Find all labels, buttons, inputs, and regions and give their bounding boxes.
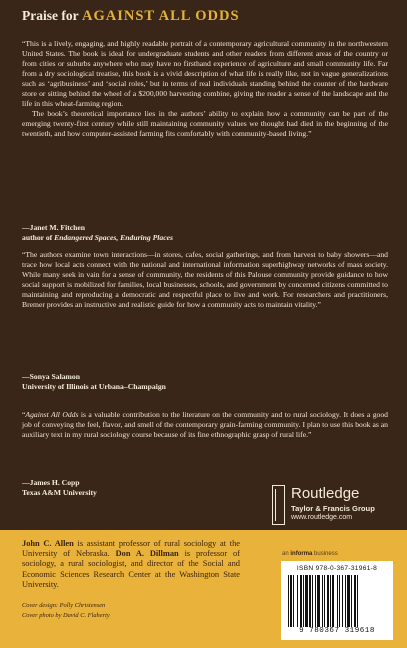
barcode-bar bbox=[300, 575, 302, 627]
informa-prefix: an bbox=[282, 551, 289, 557]
publisher-url: www.routledge.com bbox=[291, 514, 353, 521]
praise-heading bbox=[22, 8, 240, 25]
barcode-bar bbox=[312, 575, 313, 627]
barcode-bar bbox=[327, 575, 329, 627]
testimonial-2-para-1: “The authors examine town interactions—in stores, cafes, social gatherings, and from harvest to baby showers—and trace how local acts connect with the national and international information superhighway networks of mass society. While many seek in vain for a sense of community, the residents of this Palouse community provide guidance to how social support is mobilized for families, local businesses, schools, and government by concerned citizens committed to maintaining and reproducing a democratic and respectful place to live and work. For researchers and practitioners, Bremer provides an instructive and realistic guide for how a community acts to maintain vitality.” bbox=[22, 250, 388, 309]
testimonial-3-author: —James H. Copp bbox=[22, 478, 80, 487]
praise-lead: Praise for bbox=[22, 8, 79, 23]
barcode-digits: 9 780367 319618 bbox=[299, 627, 375, 635]
barcode-bar bbox=[322, 575, 323, 627]
barcode-bar bbox=[324, 575, 325, 627]
testimonial-1-affiliation bbox=[22, 233, 173, 243]
bio-text-1: is assistant professor of rural sociology at the University of Nebraska. bbox=[22, 539, 240, 559]
publisher-logo bbox=[272, 483, 398, 531]
barcode-bar bbox=[342, 575, 343, 627]
testimonial-3-body: is a valuable contribution to the literature on the community and to rural sociology. It does a good job of conveying the feel, flavor, and smell of the contemporary grain-farming community. I plan to use this book as an auxiliary text in my rural sociology course because of its fine ethnographic grasp of rural life.” bbox=[22, 410, 388, 439]
bio-author-2: Don A. Dillman bbox=[115, 549, 179, 559]
testimonial-2-affiliation: University of Illinois at Urbana–Champaign bbox=[22, 381, 166, 391]
barcode-bar bbox=[332, 575, 334, 627]
barcode-bar bbox=[293, 575, 294, 627]
testimonial-1-affiliation-title: Endangered Spaces, Enduring Places bbox=[54, 232, 174, 242]
testimonial-1-para-2: The book’s theoretical importance lies in the authors’ ability to explain how a community can be part of the emerging twenty-first century while still maintaining community values we thought had died in the beginning of the twentieth, and how computer-assisted farming fits comfortably with community-based living.” bbox=[22, 108, 388, 138]
barcode-bar bbox=[351, 575, 352, 627]
informa-brand: informa bbox=[290, 551, 313, 557]
barcode-bar bbox=[315, 575, 316, 627]
publisher-name: Routledge bbox=[291, 485, 360, 502]
testimonial-1-para-1: “This is a lively, engaging, and highly readable portrait of a contemporary agricultural community in the northwestern United States. The book is ideal for undergraduate students and other readers from different areas of the country or from cities or suburbs anywhere who may have no firsthand experience of agriculture and small community life. Far from a dry sociological treatise, this book is a vivid description of what life is really like, not in vague generalizations such as ‘agribusiness’ and ‘social roles,’ but in terms of real individuals standing behind the counter of the hardware store or sitting behind the wheel of a $200,000 harvesting combine, giving the reader a sense of the landscape and the life in this wheat-farming region. bbox=[22, 39, 388, 108]
testimonial-1-attribution bbox=[22, 223, 173, 242]
testimonial-2-author: —Sonya Salamon bbox=[22, 372, 80, 381]
barcode-bar bbox=[309, 575, 311, 627]
testimonial-3-affiliation: Texas A&M University bbox=[22, 487, 97, 497]
publisher-group: Taylor & Francis Group bbox=[291, 504, 375, 513]
testimonial-1-affiliation-prefix: author of bbox=[22, 232, 53, 242]
barcode-bar bbox=[297, 575, 298, 627]
bio-author-1: John C. Allen bbox=[22, 539, 74, 548]
barcode-bar bbox=[337, 575, 338, 627]
cover-design-credit: Cover design: Polly Christensen bbox=[22, 602, 106, 609]
testimonial-3-attribution bbox=[22, 478, 97, 497]
barcode-bar bbox=[357, 575, 358, 627]
barcode-bars bbox=[288, 575, 386, 627]
barcode-bar bbox=[288, 575, 289, 627]
testimonial-3-book-title: Against All Odds bbox=[25, 410, 79, 419]
barcode-bar bbox=[339, 575, 340, 627]
barcode-bar bbox=[347, 575, 350, 627]
testimonial-2 bbox=[22, 250, 388, 310]
barcode-bar bbox=[317, 575, 320, 627]
barcode-bar bbox=[345, 575, 346, 627]
informa-tagline bbox=[282, 551, 338, 557]
isbn-barcode bbox=[281, 561, 393, 640]
barcode-bar bbox=[305, 575, 308, 627]
author-bio bbox=[22, 539, 240, 590]
informa-suffix: business bbox=[314, 551, 338, 557]
isbn-label: ISBN 978-0-367-31961-8 bbox=[296, 565, 378, 572]
barcode-bar bbox=[354, 575, 356, 627]
barcode-bar bbox=[303, 575, 304, 627]
testimonial-3 bbox=[22, 410, 388, 440]
barcode-bar bbox=[330, 575, 331, 627]
cover-credits bbox=[22, 601, 110, 620]
barcode-bar bbox=[290, 575, 292, 627]
routledge-mark-icon bbox=[272, 485, 285, 525]
testimonial-1-author: —Janet M. Fitchen bbox=[22, 223, 86, 232]
testimonial-2-attribution bbox=[22, 372, 166, 391]
testimonial-1 bbox=[22, 39, 388, 139]
cover-photo-credit: Cover photo by David C. Flaherty bbox=[22, 611, 110, 619]
testimonial-3-para-1: “Against All Odds is a valuable contribution to the literature on the community and to rural sociology. It does a good job of conveying the feel, flavor, and smell of the contemporary grain-farming community. I plan to use this book as an auxiliary text in my rural sociology course because of its fine ethnographic grasp of rural life.” bbox=[22, 410, 388, 439]
book-title: AGAINST ALL ODDS bbox=[81, 8, 240, 24]
bio-text-2: is professor of sociology, a rural sociologist, and director of the Social and Economic Sciences Research Center at the Washington State University. bbox=[22, 549, 240, 589]
